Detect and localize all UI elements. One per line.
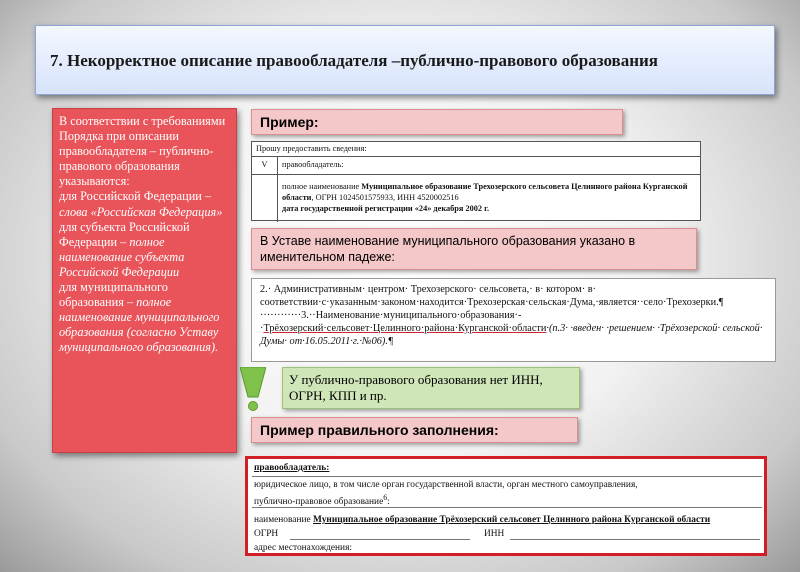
- charter-item-2: 2.· Административным· центром· Трехозерского· сельсовета,· в· котором· в· соответствии·с·указанным·законом·находится·Трехозерская·сельская·Дума,·является··село·Трехозерки.¶: [260, 284, 724, 308]
- doc3-inn: ИНН: [484, 529, 505, 539]
- requirements-box: [52, 108, 237, 453]
- requirement-municipal: для муниципального образования – полное наименование муниципального образования (согласно Уставу муниципального образования).: [59, 280, 220, 355]
- requirements-intro: В соответствии с требованиями Порядка при описании правообладателя – публично-правового образования указываются:: [59, 114, 226, 189]
- doc1-header: Прошу предоставить сведения:: [252, 142, 700, 157]
- doc1-holder-row: [252, 157, 700, 175]
- doc1-checkmark: V: [252, 157, 278, 174]
- example-label: Пример:: [251, 109, 623, 135]
- doc1-fullname-row: [252, 175, 700, 222]
- doc3-holder-label: правообладатель:: [254, 463, 330, 473]
- doc3-public-entity: публично-правовое образование$^6$:: [254, 493, 390, 508]
- doc3-name-row: наименование Муниципальное образование Трёхозерский сельсовет Целинного района Курганской области: [254, 515, 711, 525]
- no-inn-note: У публично-правового образования нет ИНН, ОГРН, КПП и пр.: [282, 367, 580, 409]
- slide-title: 7. Некорректное описание правообладателя –публично-правового образования: [50, 51, 658, 70]
- correct-example-label: Пример правильного заполнения:: [251, 417, 578, 443]
- charter-note-label: В Уставе наименование муниципального образования указано в именительном падеже:: [251, 228, 697, 270]
- doc1-holder-label: правообладатель:: [282, 160, 344, 169]
- doc1-fullname: полное наименование Муниципальное образование Трехозерского сельсовета Целинного района Курганской области, ОГРН 1024501575933, ИНН 4520002516 дата государственной регистрации «24» декабря 2002 г.: [282, 182, 688, 213]
- requirement-rf: для Российской Федерации – слова «Российская Федерация»: [59, 189, 223, 219]
- requirement-subject: для субъекта Российской Федерации – полное наименование субъекта Российской Федерации: [59, 219, 190, 279]
- doc3-legal-entity: юридическое лицо, в том числе орган государственной власти, орган местного самоуправления,: [254, 480, 638, 490]
- exclamation-warning-icon: [240, 367, 266, 411]
- charter-item-3: ············3.··Наименование·муниципального·образования·-·Трёхозерский·сельсовет·Целинного·района·Курганской·области·(п.3· ·введен· ·решением· ·Трёхозерской· сельской· Думы· от·16.05.2011·г.·№06).¶: [260, 310, 763, 347]
- correct-form-excerpt: [245, 456, 767, 556]
- slide-title-box: [35, 25, 775, 95]
- doc3-ogrn: ОГРН: [254, 529, 279, 539]
- doc3-address: адрес местонахождения:: [254, 543, 352, 553]
- incorrect-request-excerpt: [251, 141, 701, 221]
- charter-excerpt: [251, 278, 776, 362]
